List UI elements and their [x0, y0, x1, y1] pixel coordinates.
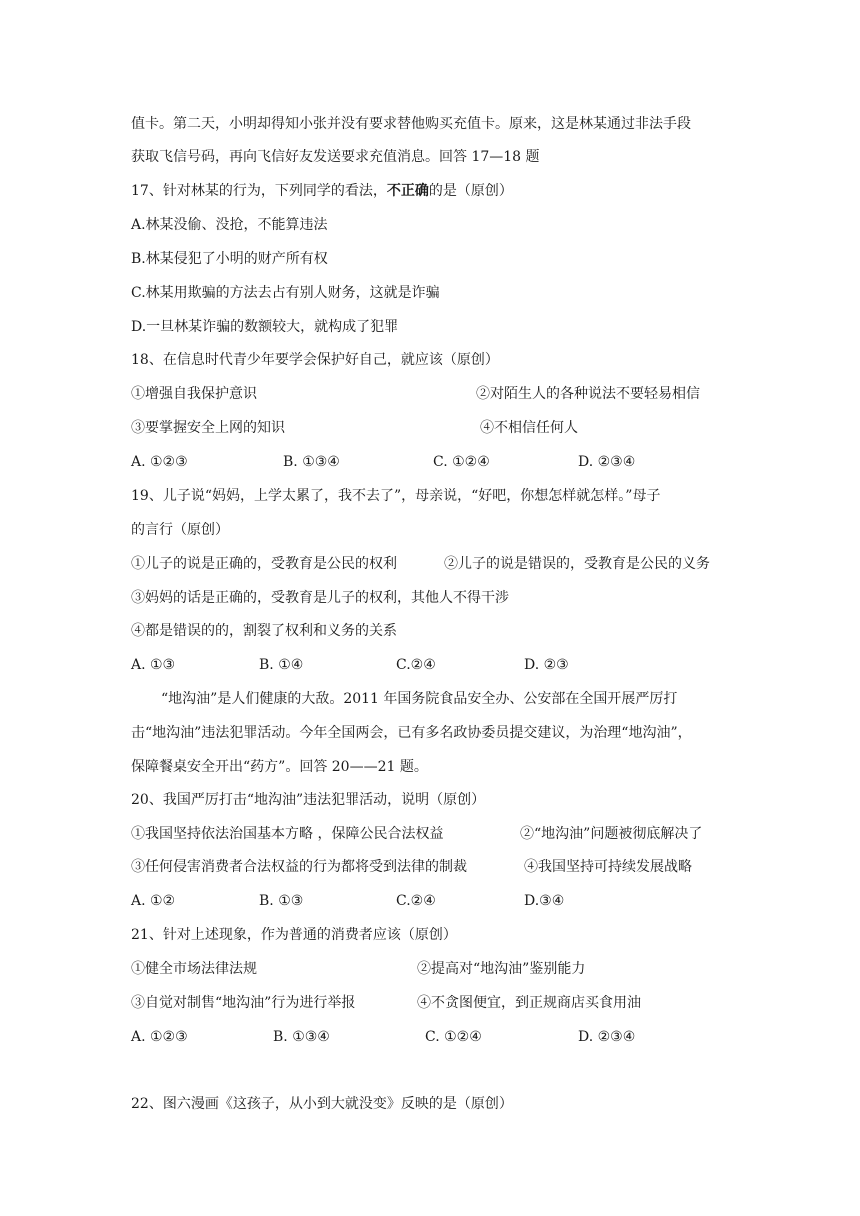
question-18-item-4: ④不相信任何人	[480, 420, 578, 436]
question-18-item-2: ②对陌生人的各种说法不要轻易相信	[476, 386, 700, 402]
question-21-item-2: ②提高对“地沟油”鉴别能力	[417, 961, 586, 977]
question-17-prefix: 17、针对林某的行为，下列同学的看法，	[131, 183, 387, 199]
question-18-item-3: ③要掌握安全上网的知识	[131, 420, 285, 436]
question-20-item-4: ④我国坚持可持续发展战略	[524, 859, 692, 875]
question-19-stem-line-1: 19、儿子说“妈妈，上学太累了，我不去了”，母亲说，“好吧，你想怎样就怎样。”母子	[131, 488, 661, 504]
question-21-item-1: ①健全市场法律法规	[131, 961, 257, 977]
question-21-choice-a: A. ①②③	[131, 1029, 188, 1045]
question-19-item-4: ④都是错误的的，割裂了权利和义务的关系	[131, 623, 397, 639]
question-20-item-1: ①我国坚持依法治国基本方略 ，保障公民合法权益	[131, 826, 444, 842]
question-19-item-1: ①儿子的说是正确的，受教育是公民的权利	[131, 556, 397, 572]
question-19-stem-line-2: 的言行（原创）	[131, 522, 229, 538]
question-21-stem: 21、针对上述现象，作为普通的消费者应该（原创）	[131, 927, 457, 943]
passage-line-1: “地沟油”是人们健康的大敌。2011 年国务院食品安全办、公安部在全国开展严厉打	[161, 691, 678, 707]
question-19-item-2: ②儿子的说是错误的，受教育是公民的义务	[444, 556, 710, 572]
question-17-option-c: C.林某用欺骗的方法去占有别人财务，这就是诈骗	[131, 285, 440, 301]
question-21-choice-d: D. ②③④	[578, 1029, 636, 1045]
question-17-option-a: A.林某没偷、没抢，不能算违法	[131, 217, 328, 233]
question-20-stem: 20、我国严厉打击“地沟油”违法犯罪活动，说明（原创）	[131, 792, 486, 808]
question-19-choice-c: C.②④	[396, 657, 436, 673]
question-17-stem	[131, 181, 513, 201]
question-17-option-b: B.林某侵犯了小明的财产所有权	[131, 251, 328, 267]
question-21-choice-c: C. ①②④	[425, 1029, 482, 1045]
question-20-item-2: ②“地沟油”问题被彻底解决了	[520, 826, 703, 842]
question-17-option-d: D.一旦林某诈骗的数额较大，就构成了犯罪	[131, 319, 399, 335]
question-19-choice-a: A. ①③	[131, 657, 176, 673]
question-19-choice-d: D. ②③	[524, 657, 569, 673]
question-20-choice-d: D.③④	[524, 893, 565, 909]
question-18-item-1: ①增强自我保护意识	[131, 386, 257, 402]
question-20-choice-a: A. ①②	[131, 893, 176, 909]
question-19-item-3: ③妈妈的话是正确的，受教育是儿子的权利，其他人不得干涉	[131, 590, 509, 606]
question-20-choice-c: C.②④	[396, 893, 436, 909]
question-18-stem: 18、在信息时代青少年要学会保护好自己，就应该（原创）	[131, 352, 499, 368]
question-20-item-3: ③任何侵害消费者合法权益的行为都将受到法律的制裁	[131, 859, 467, 875]
question-17-emphasis: 不正确	[386, 183, 429, 199]
passage-line-3: 保障餐桌安全开出“药方”。回答 20——21 题。	[131, 759, 428, 775]
question-18-choice-a: A. ①②③	[131, 454, 188, 470]
question-21-item-4: ④不贪图便宜，到正规商店买食用油	[417, 995, 641, 1011]
question-20-choice-b: B. ①③	[259, 893, 304, 909]
question-18-choice-b: B. ①③④	[283, 454, 340, 470]
question-17-suffix: 的是（原创）	[428, 183, 513, 199]
intro-line-2: 获取飞信号码，再向飞信好友发送要求充值消息。回答 17—18 题	[131, 149, 540, 165]
question-18-choice-d: D. ②③④	[578, 454, 636, 470]
question-21-choice-b: B. ①③④	[273, 1029, 330, 1045]
question-18-choice-c: C. ①②④	[433, 454, 490, 470]
intro-line-1: 值卡。第二天，小明却得知小张并没有要求替他购买充值卡。原来，这是林某通过非法手段	[131, 116, 691, 132]
question-21-item-3: ③自觉对制售“地沟油”行为进行举报	[131, 995, 356, 1011]
passage-line-2: 击“地沟油”违法犯罪活动。今年全国两会，已有多名政协委员提交建议，为治理“地沟油”，	[131, 725, 692, 741]
question-19-choice-b: B. ①④	[259, 657, 304, 673]
question-22-stem: 22、图六漫画《这孩子，从小到大就没变》反映的是（原创）	[131, 1096, 513, 1112]
